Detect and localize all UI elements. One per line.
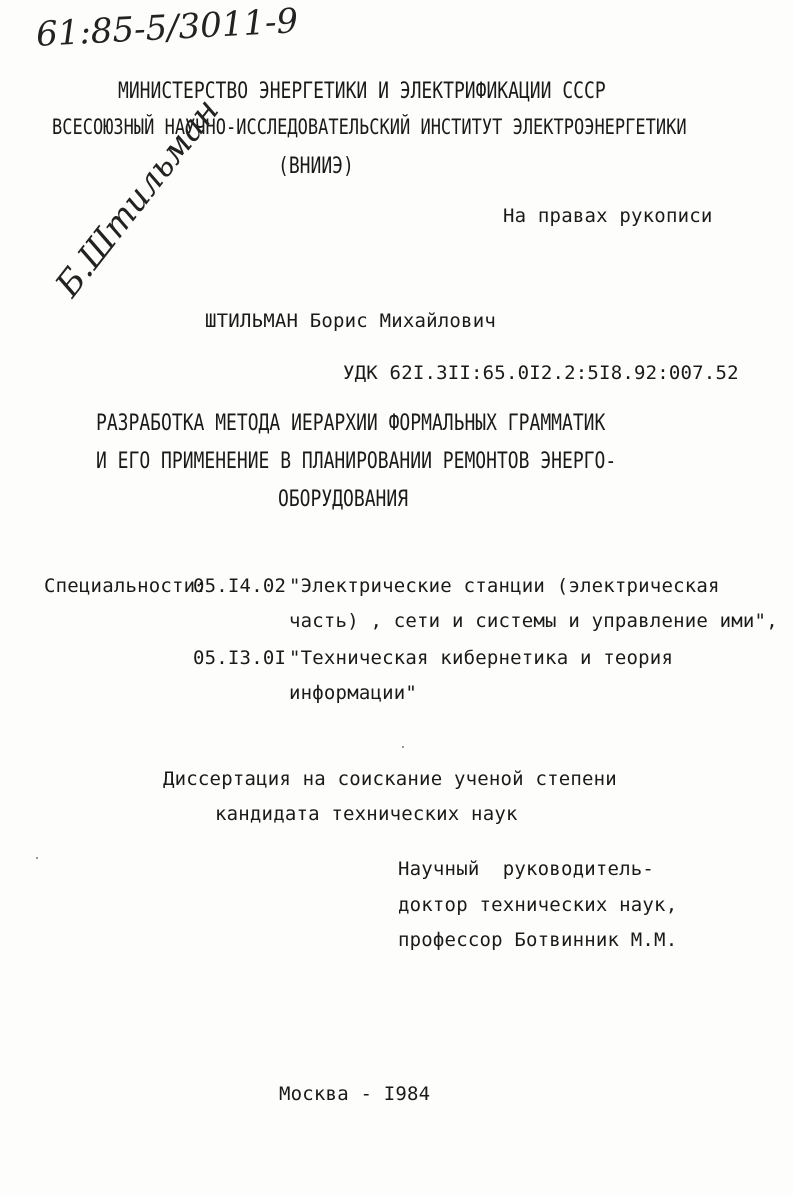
advisor-line-2: доктор технических наук,: [398, 894, 678, 916]
dissertation-title-line-2: И ЕГО ПРИМЕНЕНИЕ В ПЛАНИРОВАНИИ РЕМОНТОВ ЭНЕРГО-: [96, 448, 617, 475]
specialty-code-2: 05.I3.0I: [193, 647, 287, 669]
scan-speck: [36, 857, 38, 859]
specialty-text-1-line-1: "Электрические станции (электрическая: [289, 575, 720, 597]
specialty-text-2-line-1: "Техническая кибернетика и теория: [289, 647, 674, 669]
dissertation-title-line-1: РАЗРАБОТКА МЕТОДА ИЕРАРХИИ ФОРМАЛЬНЫХ ГРАММАТИК: [96, 410, 606, 437]
scan-speck: [402, 746, 404, 748]
manuscript-rights-note: На правах рукописи: [503, 205, 713, 227]
institute-heading: ВСЕСОЮЗНЫЙ НАУЧНО-ИССЛЕДОВАТЕЛЬСКИЙ ИНСТИТУТ ЭЛЕКТРОЭНЕРГЕТИКИ: [52, 115, 687, 140]
city-year: Москва - I984: [279, 1083, 431, 1105]
handwritten-catalog-number: 61:85-5/3011-9: [35, 1, 300, 55]
specialties-label: Специальности:: [44, 575, 207, 597]
ministry-heading: МИНИСТЕРСТВО ЭНЕРГЕТИКИ И ЭЛЕКТРИФИКАЦИИ СССР: [118, 78, 606, 105]
dissertation-degree-line-1: Диссертация на соискание ученой степени: [163, 768, 617, 790]
specialty-code-1: 05.I4.02: [193, 575, 287, 597]
author-name: ШТИЛЬМАН Борис Михайлович: [205, 310, 496, 332]
advisor-line-1: Научный руководитель-: [398, 858, 655, 880]
advisor-line-3: профессор Ботвинник М.М.: [398, 929, 678, 951]
specialty-text-1-line-2: часть) , сети и системы и управление ими",: [289, 610, 778, 632]
dissertation-degree-line-2: кандидата технических наук: [215, 803, 518, 825]
institute-abbreviation: (ВНИИЭ): [278, 153, 354, 180]
udc-code: УДК 62I.3II:65.0I2.2:5I8.92:007.52: [343, 362, 739, 384]
dissertation-title-line-3: ОБОРУДОВАНИЯ: [278, 486, 409, 513]
handwritten-signature: Б.Штильман: [48, 91, 228, 305]
specialty-text-2-line-2: информации": [289, 682, 418, 704]
